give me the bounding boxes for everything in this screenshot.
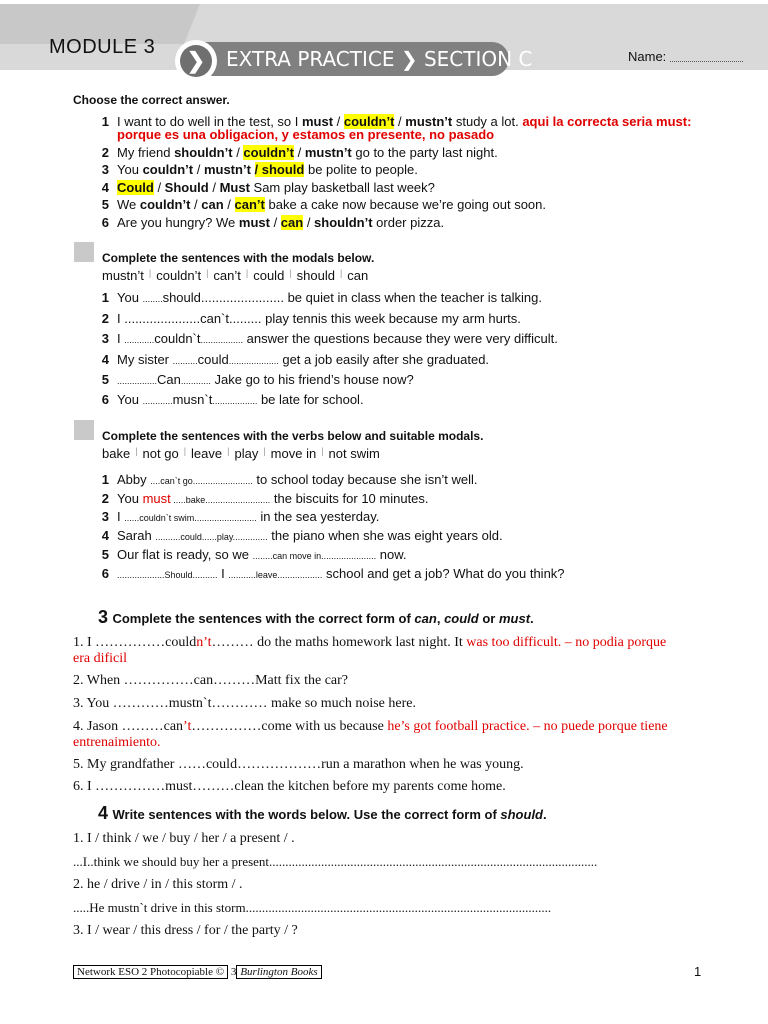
ex4-item: 2. When ……………can………Matt fix the car? (73, 673, 349, 688)
page-number: 1 (694, 964, 702, 979)
name-label: Name: (628, 49, 667, 64)
ex3-instruction: Complete the sentences with the verbs below and suitable modals. (102, 429, 484, 443)
ex5-heading: 4 Write sentences with the words below. Use the correct form of should. (98, 803, 547, 823)
exercise-number-box (74, 420, 94, 440)
ex4-item: 1. I ……………couldn’t……… do the maths homework last night. It was too difficult. – no podia porque (73, 635, 667, 650)
name-field[interactable] (670, 50, 743, 62)
ex3-word-box: bake | not go | leave | play | move in | not swim (102, 446, 380, 461)
exercise-number-box (74, 242, 94, 262)
ex4-note: entrenaimiento. (73, 735, 161, 750)
ex4-item: 4. Jason ………can’t……………come with us because he’s got football practice. – no puede porque tiene (73, 719, 668, 734)
module-title: MODULE 3 (49, 36, 156, 58)
ex4-item: 6. I ……………must………clean the kitchen before my parents come home. (73, 779, 506, 794)
footer-copyright: Network ESO 2 Photocopiable © 3 Burlington Books (73, 965, 322, 979)
ex4-heading: 3 Complete the sentences with the correct form of can, could or must. (98, 607, 534, 627)
ex1-instruction: Choose the correct answer. (73, 93, 230, 107)
chevron-right-icon: ❯ (180, 45, 212, 77)
ex1-note: porque es una obligacion, y estamos en presente, no pasado (117, 127, 495, 142)
ex4-note: era dificil (73, 651, 128, 666)
ex5-answer: .....He mustn`t drive in this storm.............................................................................................. (73, 900, 552, 915)
ex5-prompt: 3. I / wear / this dress / for / the party / ? (73, 923, 298, 938)
section-title: EXTRA PRACTICE ❯ SECTION C (226, 47, 533, 71)
ex4-item: 5. My grandfather ……could………………run a marathon when he was young. (73, 757, 524, 772)
ex2-instruction: Complete the sentences with the modals below. (102, 251, 375, 265)
ex2-word-box: mustn’t | couldn’t | can’t | could | should | can (102, 268, 369, 283)
ex5-prompt: 1. I / think / we / buy / her / a present / . (73, 831, 295, 846)
ex5-answer: ...I..think we should buy her a present..................................................................................................... (73, 854, 598, 869)
ex4-item: 3. You …………mustn`t………… make so much noise here. (73, 696, 416, 711)
ex5-prompt: 2. he / drive / in / this storm / . (73, 877, 243, 892)
